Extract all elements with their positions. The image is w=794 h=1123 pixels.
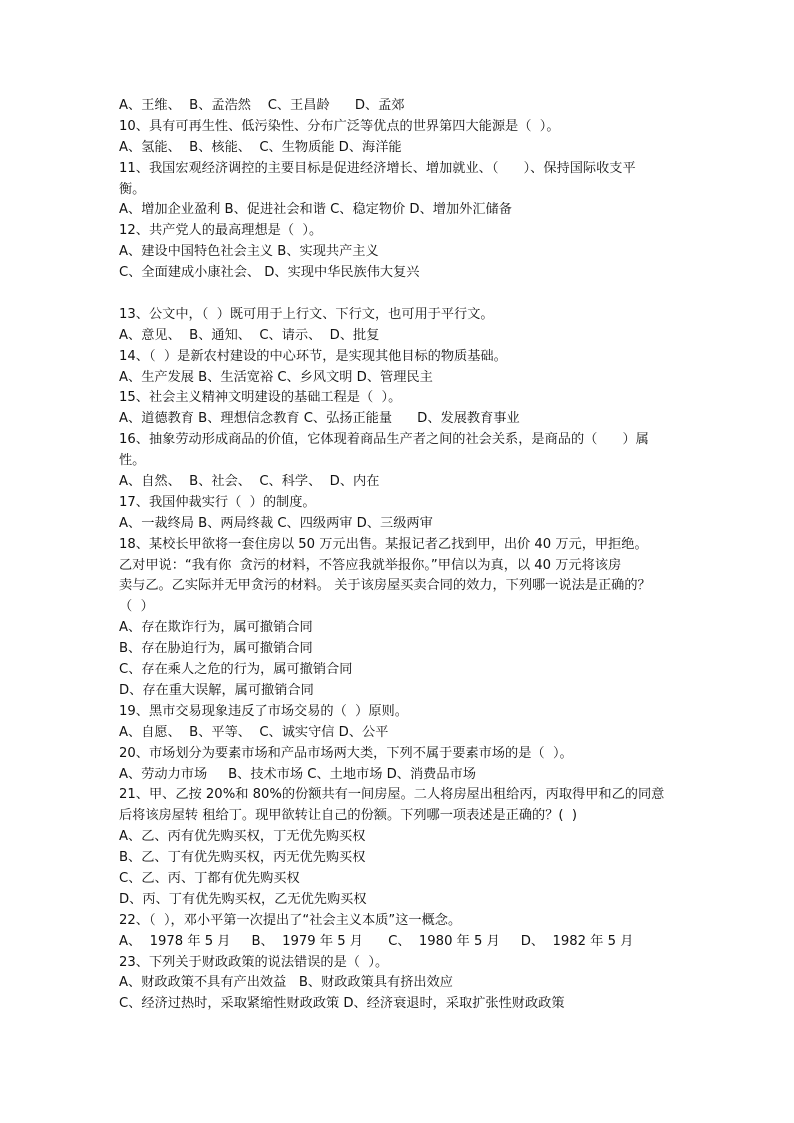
text-line: A、一裁终局 B、两局终裁 C、四级两审 D、三级两审 <box>119 515 433 531</box>
text-line: 11、我国宏观经济调控的主要目标是促进经济增长、增加就业、（ ）、保持国际收支平 <box>119 160 636 176</box>
text-line: 13、公文中，（ ）既可用于上行文、下行文，也可用于平行文。 <box>119 306 494 322</box>
text-line: C、全面建成小康社会、 D、实现中华民族伟大复兴 <box>119 265 420 281</box>
text-line: 18、某校长甲欲将一套住房以 50 万元出售。某报记者乙找到甲，出价 40 万元，甲拒绝。 <box>119 536 648 552</box>
text-line: 后将该房屋转 租给丁。现甲欲转让自己的份额。下列哪一项表述是正确的？( ) <box>119 808 578 824</box>
text-line: A、劳动力市场 B、技术市场 C、土地市场 D、消费品市场 <box>119 766 476 782</box>
text-line: B、乙、丁有优先购买权，丙无优先购买权 <box>119 850 366 866</box>
text-line: C、存在乘人之危的行为，属可撤销合同 <box>119 662 353 678</box>
text-line: 性。 <box>119 453 146 469</box>
text-line: 15、社会主义精神文明建设的基础工程是（ ）。 <box>119 390 402 406</box>
text-line: 卖与乙。乙实际并无甲贪污的材料。 关于该房屋买卖合同的效力，下列哪一说法是正确的？ <box>119 578 651 594</box>
text-line: D、存在重大误解，属可撤销合同 <box>119 682 314 698</box>
text-line: 14、（ ）是新农村建设的中心环节，是实现其他目标的物质基础。 <box>119 348 507 364</box>
text-line: D、丙、丁有优先购买权，乙无优先购买权 <box>119 891 367 907</box>
text-line: 10、具有可再生性、低污染性、分布广泛等优点的世界第四大能源是（ ）。 <box>119 118 560 134</box>
blank-line <box>119 284 691 305</box>
text-line: C、乙、丙、丁都有优先购买权 <box>119 870 300 886</box>
text-line: 衡。 <box>119 181 146 197</box>
text-line: A、 1978 年 5 月 B、 1979 年 5 月 C、 1980 年 5 月 D、 1982 年 5 月 <box>119 933 634 949</box>
text-line: （ ） <box>119 599 154 615</box>
text-line: A、氢能、 B、核能、 C、生物质能 D、海洋能 <box>119 139 402 155</box>
text-line: A、自愿、 B、平等、 C、诚实守信 D、公平 <box>119 724 389 740</box>
text-line: 21、甲、乙按 20%和 80%的份额共有一间房屋。二人将房屋出租给丙，丙取得甲和乙的同意 <box>119 787 665 803</box>
text-line: 17、我国仲裁实行（ ）的制度。 <box>119 494 316 510</box>
text-line: A、乙、丙有优先购买权，丁无优先购买权 <box>119 829 366 845</box>
text-line: 23、下列关于财政政策的说法错误的是（ ）。 <box>119 954 389 970</box>
text-line: A、财政政策不具有产出效益 B、财政政策具有挤出效应 <box>119 975 453 991</box>
text-line: C、经济过热时，采取紧缩性财政政策 D、经济衰退时，采取扩张性财政政策 <box>119 996 565 1012</box>
text-line: A、生产发展 B、生活宽裕 C、乡风文明 D、管理民主 <box>119 369 433 385</box>
text-line: A、自然、 B、社会、 C、科学、 D、内在 <box>119 474 380 490</box>
text-line: A、意见、 B、通知、 C、请示、 D、批复 <box>119 327 380 343</box>
text-line: A、存在欺诈行为，属可撤销合同 <box>119 620 313 636</box>
question-text-block <box>119 96 691 1015</box>
text-line: A、道德教育 B、理想信念教育 C、弘扬正能量 D、发展教育事业 <box>119 411 520 427</box>
text-line: A、建设中国特色社会主义 B、实现共产主义 <box>119 244 379 260</box>
text-line: A、增加企业盈利 B、促进社会和谐 C、稳定物价 D、增加外汇储备 <box>119 202 512 218</box>
text-line: 20、市场划分为要素市场和产品市场两大类，下列不属于要素市场的是（ ）。 <box>119 745 573 761</box>
text-line: 乙对甲说：“我有你 贪污的材料，不答应我就举报你。”甲信以为真，以 40 万元将该房 <box>119 557 622 573</box>
text-line: 19、黑市交易现象违反了市场交易的（ ）原则。 <box>119 703 408 719</box>
text-line: 22、（ ），邓小平第一次提出了“社会主义本质”这一概念。 <box>119 912 462 928</box>
text-line: 12、共产党人的最高理想是（ ）。 <box>119 223 323 239</box>
text-line: A、王维、 B、孟浩然 C、王昌龄 D、孟郊 <box>119 98 405 113</box>
text-line: B、存在胁迫行为，属可撤销合同 <box>119 641 313 657</box>
text-line: 16、抽象劳动形成商品的价值，它体现着商品生产者之间的社会关系，是商品的（ ）属 <box>119 432 649 448</box>
